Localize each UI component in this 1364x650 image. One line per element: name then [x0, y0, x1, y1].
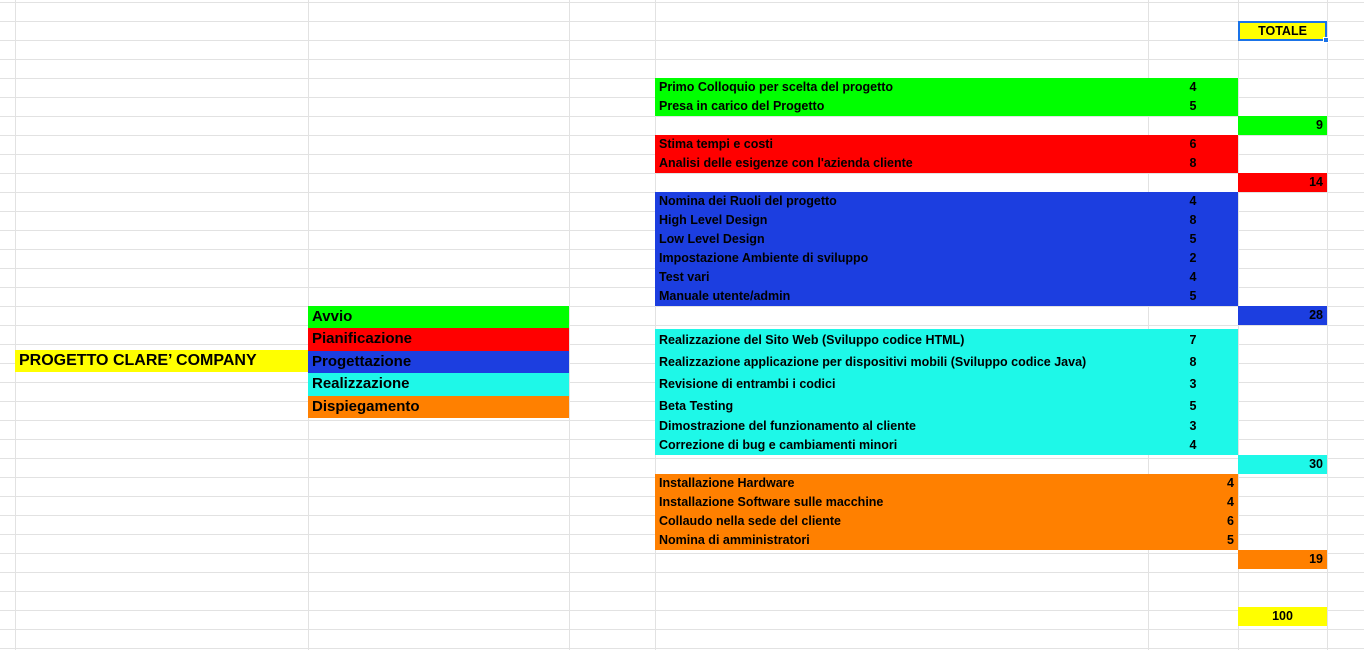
task-name: High Level Design: [659, 213, 768, 227]
task-value[interactable]: 5: [1189, 399, 1197, 413]
task-value[interactable]: 5: [1227, 533, 1234, 547]
grid-row-line: [0, 116, 1364, 117]
grand-total: 100: [1272, 609, 1293, 623]
task-value[interactable]: 6: [1227, 514, 1234, 528]
totale-header: TOTALE: [1258, 24, 1307, 38]
task-row[interactable]: [655, 249, 1238, 268]
task-value[interactable]: 5: [1189, 232, 1197, 246]
group-total[interactable]: 9: [1238, 116, 1327, 135]
phase-label: Avvio: [312, 308, 353, 325]
project-title: PROGETTO CLARE’ COMPANY: [19, 352, 257, 369]
grid-row-line: [0, 572, 1364, 573]
task-row[interactable]: [655, 436, 1238, 455]
task-name: Stima tempi e costi: [659, 137, 773, 151]
group-total[interactable]: 14: [1238, 173, 1327, 192]
task-value[interactable]: 2: [1189, 251, 1197, 265]
fill-handle[interactable]: [1323, 37, 1329, 43]
task-value[interactable]: 5: [1189, 99, 1197, 113]
grid-row-line: [0, 553, 1364, 554]
grid-row-line: [0, 458, 1364, 459]
grand-total-cell[interactable]: [1238, 607, 1327, 626]
task-row[interactable]: [655, 211, 1238, 230]
task-name: Revisione di entrambi i codici: [659, 377, 836, 391]
task-value[interactable]: 4: [1227, 495, 1234, 509]
task-row[interactable]: [655, 135, 1238, 154]
task-value[interactable]: 4: [1227, 476, 1234, 490]
grid-row-line: [0, 59, 1364, 60]
task-value[interactable]: 8: [1189, 156, 1197, 170]
task-value[interactable]: 7: [1189, 333, 1197, 347]
task-name: Installazione Hardware: [659, 476, 795, 490]
task-row[interactable]: [655, 154, 1238, 173]
task-value[interactable]: 4: [1189, 80, 1197, 94]
phase-cell-pianificazione[interactable]: [308, 328, 569, 350]
grid-row-line: [0, 591, 1364, 592]
group-total[interactable]: 19: [1238, 550, 1327, 569]
phase-cell-progettazione[interactable]: [308, 351, 569, 373]
grid-row-line: [0, 325, 1364, 326]
task-row[interactable]: [655, 287, 1238, 306]
task-name: Realizzazione del Sito Web (Sviluppo codice HTML): [659, 333, 965, 347]
grid-row-line: [0, 21, 1364, 22]
task-name: Manuale utente/admin: [659, 289, 791, 303]
phase-label: Realizzazione: [312, 375, 410, 393]
grid-row-line: [0, 648, 1364, 649]
task-value[interactable]: 6: [1189, 137, 1197, 151]
task-row[interactable]: [655, 192, 1238, 211]
phase-label: Dispiegamento: [312, 397, 420, 415]
task-value[interactable]: 8: [1189, 213, 1197, 227]
task-value[interactable]: 4: [1189, 438, 1197, 452]
task-name: Correzione di bug e cambiamenti minori: [659, 438, 898, 452]
task-row[interactable]: [655, 97, 1238, 116]
task-row[interactable]: [655, 268, 1238, 287]
task-value[interactable]: 5: [1189, 289, 1197, 303]
task-name: Primo Colloquio per scelta del progetto: [659, 80, 894, 94]
task-name: Analisi delle esigenze con l'azienda cliente: [659, 156, 913, 170]
task-name: Nomina di amministratori: [659, 533, 810, 547]
task-name: Impostazione Ambiente di sviluppo: [659, 251, 869, 265]
task-row[interactable]: [655, 395, 1238, 417]
grid-row-line: [0, 2, 1364, 3]
task-value[interactable]: 4: [1189, 270, 1197, 284]
task-value[interactable]: 4: [1189, 194, 1197, 208]
task-value[interactable]: 3: [1189, 377, 1197, 391]
task-name: Dimostrazione del funzionamento al cliente: [659, 419, 916, 433]
task-row[interactable]: [655, 230, 1238, 249]
task-row[interactable]: [655, 417, 1238, 436]
task-row[interactable]: [655, 329, 1238, 351]
phase-cell-realizzazione[interactable]: [308, 373, 569, 395]
task-row[interactable]: [655, 373, 1238, 395]
group-total[interactable]: 30: [1238, 455, 1327, 474]
task-name: Test vari: [659, 270, 710, 284]
task-name: Collaudo nella sede del cliente: [659, 514, 841, 528]
task-value[interactable]: 3: [1189, 419, 1197, 433]
phase-label: Pianificazione: [312, 330, 413, 348]
grid-row-line: [0, 629, 1364, 630]
task-name: Realizzazione applicazione per dispositivi mobili (Sviluppo codice Java): [659, 355, 1087, 369]
task-value[interactable]: 8: [1189, 355, 1197, 369]
grid-row-line: [0, 173, 1364, 174]
project-title-cell[interactable]: [15, 350, 308, 372]
grid-row-line: [0, 306, 1364, 307]
group-total[interactable]: 28: [1238, 306, 1327, 325]
phase-cell-dispiegamento[interactable]: [308, 396, 569, 418]
grid-row-line: [0, 610, 1364, 611]
task-row[interactable]: [655, 78, 1238, 97]
task-row[interactable]: [655, 351, 1238, 373]
task-name: Nomina dei Ruoli del progetto: [659, 194, 837, 208]
task-name: Installazione Software sulle macchine: [659, 495, 884, 509]
totale-header-cell[interactable]: [1238, 21, 1327, 41]
task-name: Beta Testing: [659, 399, 734, 413]
task-name: Presa in carico del Progetto: [659, 99, 825, 113]
grid-row-line: [0, 40, 1364, 41]
phase-cell-avvio[interactable]: [308, 306, 569, 328]
task-name: Low Level Design: [659, 232, 765, 246]
phase-label: Progettazione: [312, 352, 412, 370]
